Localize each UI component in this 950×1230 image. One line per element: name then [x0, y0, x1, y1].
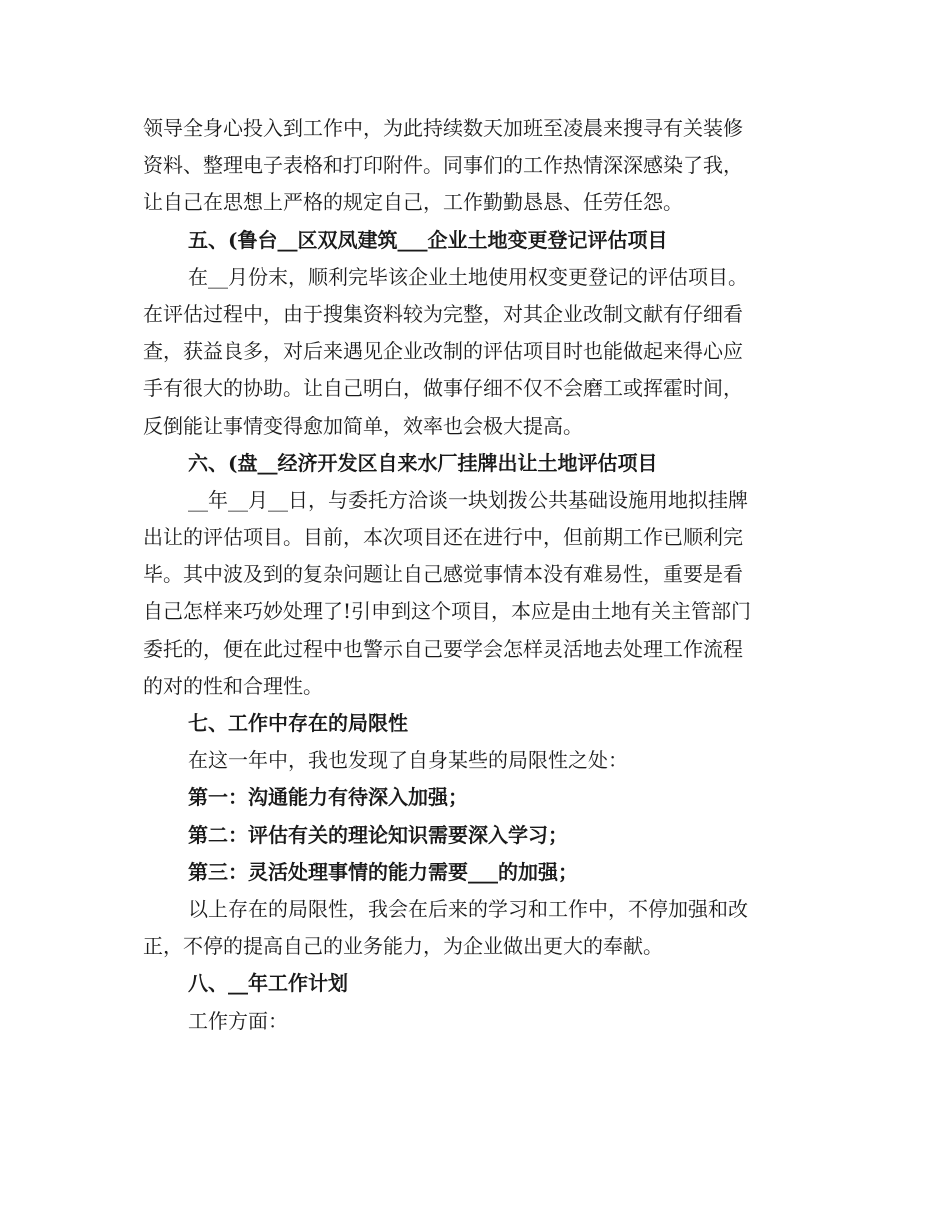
body-paragraph: [143, 259, 803, 445]
section-heading: [143, 854, 803, 891]
section-heading: [143, 817, 803, 854]
paragraph-line: 手有很大的协助。让自己明白，做事仔细不仅不会磨工或挥霍时间，: [143, 376, 743, 401]
paragraph-line: 在这一年中，我也发现了自身某些的局限性之处：: [188, 748, 628, 773]
paragraph-line: 资料、整理电子表格和打印附件。同事们的工作热情深深感染了我，: [143, 153, 743, 178]
body-paragraph: [143, 110, 803, 222]
paragraph-line: 工作方面：: [188, 1008, 288, 1033]
heading-text: 第二：评估有关的理论知识需要深入学习；: [188, 822, 568, 847]
paragraph-line: 查，获益良多，对后来遇见企业改制的评估项目时也能做起来得心应: [143, 339, 743, 364]
body-paragraph: [143, 1003, 803, 1040]
section-heading: [143, 965, 803, 1002]
paragraph-line: 正，不停的提高自己的业务能力，为企业做出更大的奉献。: [143, 934, 663, 959]
paragraph-line: 以上存在的局限性，我会在后来的学习和工作中，不停加强和改: [188, 896, 748, 921]
body-paragraph: [143, 891, 803, 965]
paragraph-line: __年__月__日，与委托方洽谈一块划拨公共基础设施用地拟挂牌: [188, 487, 748, 512]
paragraph-line: 毕。其中波及到的复杂问题让自己感觉事情本没有难易性，重要是看: [143, 562, 743, 587]
section-heading: [143, 779, 803, 816]
heading-text: 第三：灵活处理事情的能力需要___的加强；: [188, 859, 578, 884]
body-paragraph: [143, 742, 803, 779]
paragraph-line: 领导全身心投入到工作中，为此持续数天加班至凌晨来搜寻有关装修: [143, 116, 743, 140]
heading-text: 六、(盘__经济开发区自来水厂挂牌出让土地评估项目: [188, 450, 658, 475]
paragraph-line: 在评估过程中，由于搜集资料较为完整，对其企业改制文献有仔细看: [143, 301, 743, 326]
paragraph-line: 让自己在思想上严格的规定自己，工作勤勤恳恳、任劳任怨。: [143, 190, 683, 215]
heading-text: 第一：沟通能力有待深入加强；: [188, 785, 468, 810]
heading-text: 七、工作中存在的局限性: [188, 711, 408, 735]
heading-text: 八、__年工作计划: [188, 971, 348, 996]
paragraph-line: 反倒能让事情变得愈加简单，效率也会极大提高。: [143, 413, 583, 438]
paragraph-line: 自己怎样来巧妙处理了!引申到这个项目，本应是由土地有关主管部门: [143, 599, 752, 624]
heading-text: 五、(鲁台__区双凤建筑___企业土地变更登记评估项目: [188, 227, 668, 252]
section-heading: [143, 705, 803, 742]
paragraph-line: 出让的评估项目。目前，本次项目还在进行中，但前期工作已顺利完: [143, 525, 743, 550]
section-heading: [143, 445, 803, 482]
paragraph-line: 委托的，便在此过程中也警示自己要学会怎样灵活地去处理工作流程: [143, 636, 743, 661]
body-paragraph: [143, 482, 803, 705]
paragraph-line: 的对的性和合理性。: [143, 673, 323, 698]
section-heading: [143, 222, 803, 259]
paragraph-line: 在__月份末，顺利完毕该企业土地使用权变更登记的评估项目。: [188, 264, 748, 289]
document-body: [143, 110, 803, 1040]
